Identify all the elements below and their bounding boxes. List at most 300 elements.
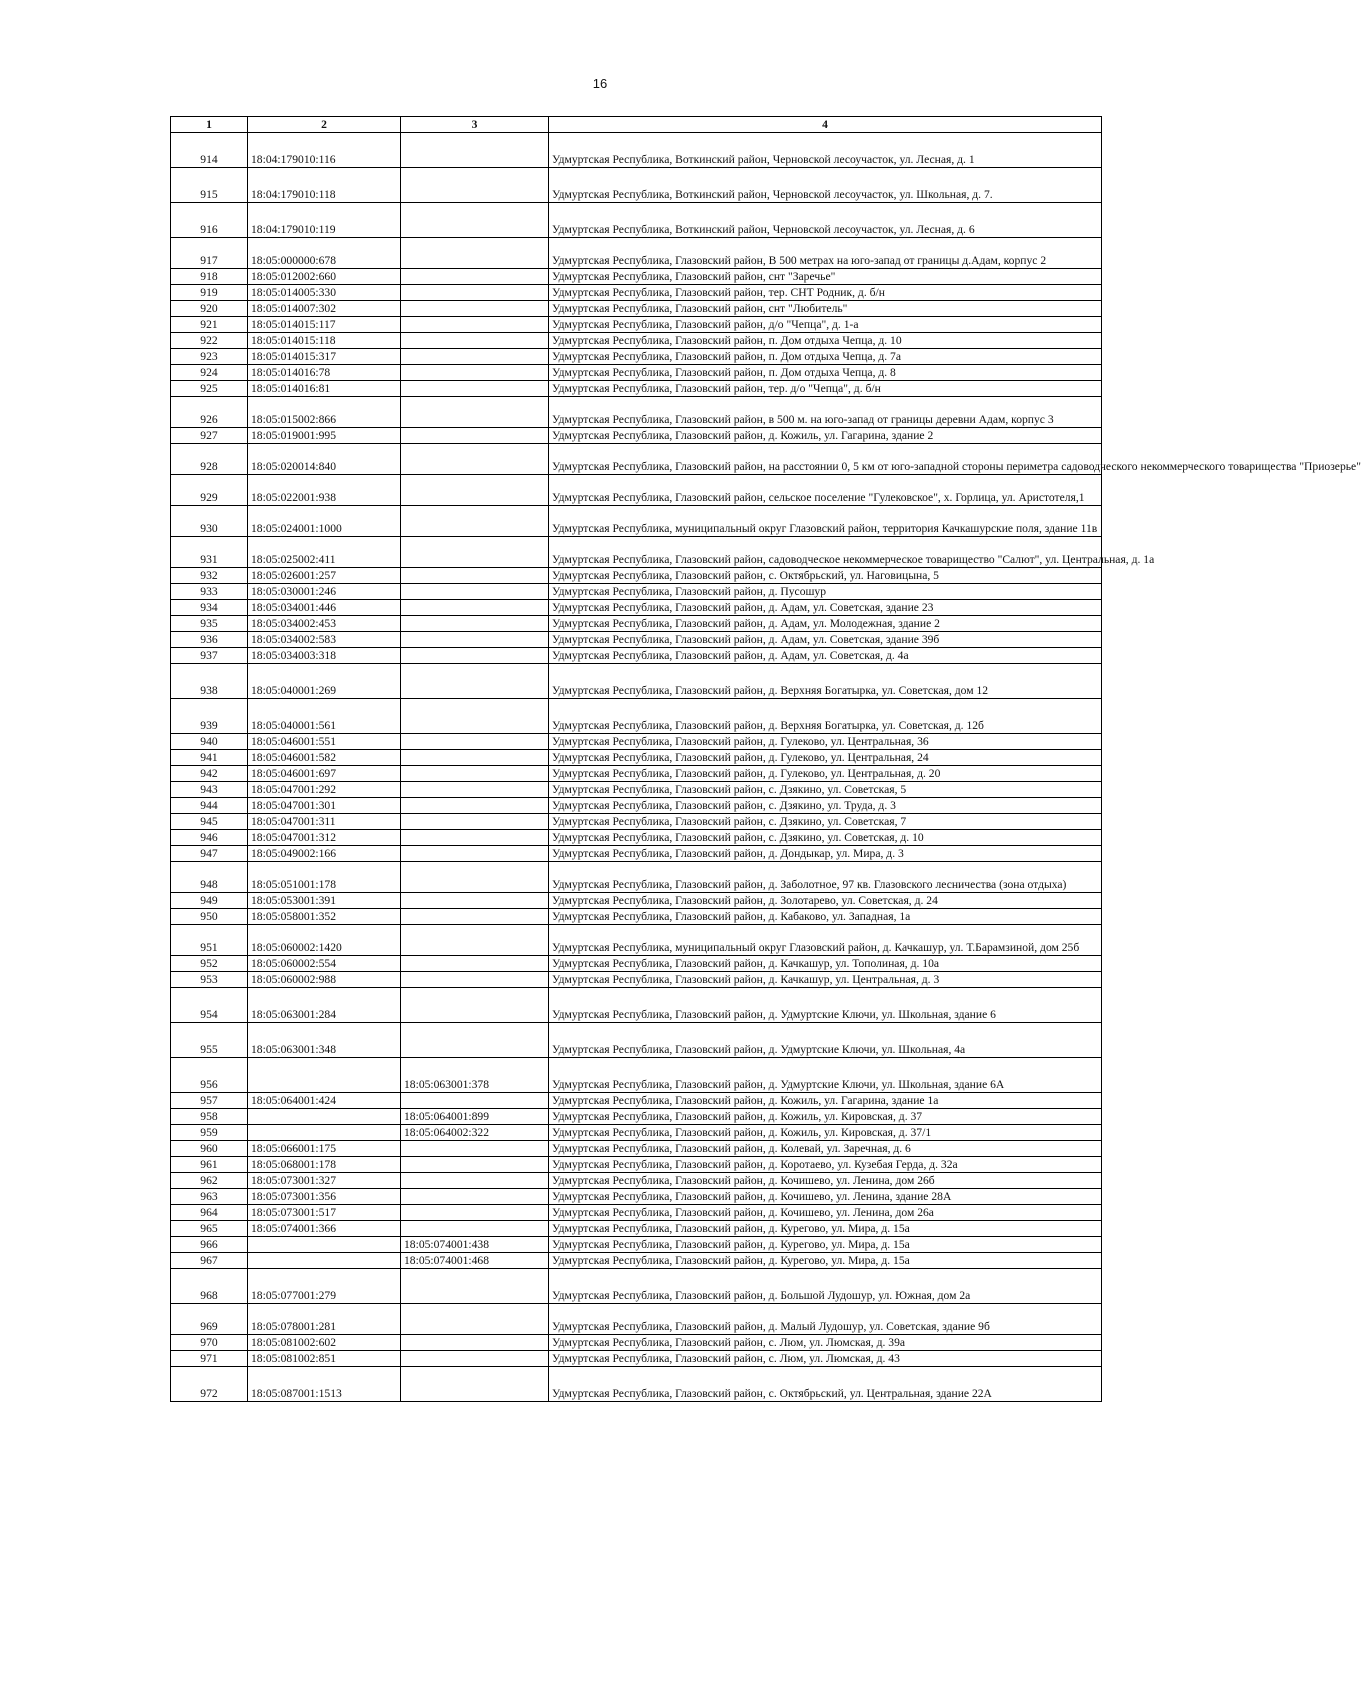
column-header-1: 1	[171, 117, 248, 133]
cadastral-number-cell	[248, 1125, 401, 1141]
address-cell: Удмуртская Республика, Глазовский район, п. Дом отдыха Чепца, д. 7а	[549, 349, 1102, 365]
cadastral-number-cell: 18:05:081002:602	[248, 1335, 401, 1351]
cadastral-number-cell: 18:05:040001:269	[248, 664, 401, 699]
table-row	[171, 956, 1102, 972]
address-cell: Удмуртская Республика, Глазовский район, садоводческое некоммерческое товарищество "Салют", ул. Центральная, д. 1а	[549, 537, 1102, 568]
cadastral-number-cell: 18:05:020014:840	[248, 444, 401, 475]
cadastral-number-cell: 18:05:014016:81	[248, 381, 401, 397]
row-number: 968	[171, 1269, 248, 1304]
cadastral-number-cell: 18:05:047001:311	[248, 814, 401, 830]
cadastral-number-cell: 18:04:179010:119	[248, 203, 401, 238]
address-cell: Удмуртская Республика, Глазовский район, п. Дом отдыха Чепца, д. 10	[549, 333, 1102, 349]
cadastral-number-cell: 18:05:060002:988	[248, 972, 401, 988]
address-cell: Удмуртская Республика, Глазовский район, сельское поселение "Гулековское", х. Горлица, ул. Аристотеля,1	[549, 475, 1102, 506]
row-number: 967	[171, 1253, 248, 1269]
row-number: 914	[171, 133, 248, 168]
address-cell: Удмуртская Республика, Глазовский район, с. Люм, ул. Люмская, д. 39а	[549, 1335, 1102, 1351]
cadastral-number-alt-cell	[401, 301, 549, 317]
address-cell: Удмуртская Республика, Глазовский район, д. Золотарево, ул. Советская, д. 24	[549, 893, 1102, 909]
cadastral-number-alt-cell	[401, 285, 549, 301]
cadastral-number-cell: 18:05:034001:446	[248, 600, 401, 616]
cadastral-number-cell: 18:05:034002:583	[248, 632, 401, 648]
table-row	[171, 988, 1102, 1023]
row-number: 958	[171, 1109, 248, 1125]
cadastral-number-cell: 18:05:060002:1420	[248, 925, 401, 956]
cadastral-number-alt-cell	[401, 699, 549, 734]
cadastral-number-alt-cell: 18:05:064002:322	[401, 1125, 549, 1141]
cadastral-number-cell: 18:05:030001:246	[248, 584, 401, 600]
cadastral-number-cell: 18:05:063001:348	[248, 1023, 401, 1058]
table-row	[171, 925, 1102, 956]
cadastral-number-cell: 18:05:014015:317	[248, 349, 401, 365]
cadastral-number-alt-cell	[401, 1189, 549, 1205]
table-row	[171, 632, 1102, 648]
row-number: 933	[171, 584, 248, 600]
address-cell: Удмуртская Республика, муниципальный округ Глазовский район, д. Качкашур, ул. Т.Барамзиной, дом 25б	[549, 925, 1102, 956]
cadastral-number-alt-cell: 18:05:074001:438	[401, 1237, 549, 1253]
cadastral-number-cell: 18:05:077001:279	[248, 1269, 401, 1304]
cadastral-number-cell	[248, 1237, 401, 1253]
cadastral-number-cell: 18:05:078001:281	[248, 1304, 401, 1335]
registry-table	[170, 116, 1361, 1402]
cadastral-number-cell: 18:05:047001:301	[248, 798, 401, 814]
cadastral-number-alt-cell	[401, 168, 549, 203]
address-cell: Удмуртская Республика, Глазовский район, тер. д/о "Чепца", д. б/н	[549, 381, 1102, 397]
table-row	[171, 1141, 1102, 1157]
cadastral-number-alt-cell	[401, 1335, 549, 1351]
cadastral-number-alt-cell: 18:05:074001:468	[401, 1253, 549, 1269]
cadastral-number-alt-cell	[401, 365, 549, 381]
cadastral-number-alt-cell	[401, 1221, 549, 1237]
address-cell: Удмуртская Республика, Глазовский район, д. Большой Лудошур, ул. Южная, дом 2а	[549, 1269, 1102, 1304]
table-row	[171, 333, 1102, 349]
table-row	[171, 537, 1102, 568]
row-number: 971	[171, 1351, 248, 1367]
address-cell: Удмуртская Республика, Глазовский район, д. Дондыкар, ул. Мира, д. 3	[549, 846, 1102, 862]
cadastral-number-alt-cell	[401, 814, 549, 830]
row-number: 941	[171, 750, 248, 766]
row-number: 936	[171, 632, 248, 648]
cadastral-number-cell: 18:05:047001:312	[248, 830, 401, 846]
address-cell: Удмуртская Республика, Глазовский район, в 500 м. на юго-запад от границы деревни Адам, корпус 3	[549, 397, 1102, 428]
cadastral-number-cell: 18:05:081002:851	[248, 1351, 401, 1367]
address-cell: Удмуртская Республика, Глазовский район, д/о "Чепца", д. 1-а	[549, 317, 1102, 333]
cadastral-number-cell: 18:05:073001:517	[248, 1205, 401, 1221]
address-cell: Удмуртская Республика, Глазовский район, В 500 метрах на юго-запад от границы д.Адам, корпус 2	[549, 238, 1102, 269]
cadastral-number-alt-cell	[401, 537, 549, 568]
row-number: 947	[171, 846, 248, 862]
address-cell: Удмуртская Республика, Глазовский район, с. Люм, ул. Люмская, д. 43	[549, 1351, 1102, 1367]
cadastral-number-alt-cell	[401, 956, 549, 972]
cadastral-number-alt-cell	[401, 600, 549, 616]
address-cell: Удмуртская Республика, Глазовский район, д. Колевай, ул. Заречная, д. 6	[549, 1141, 1102, 1157]
address-cell: Удмуртская Республика, Глазовский район, п. Дом отдыха Чепца, д. 8	[549, 365, 1102, 381]
address-cell: Удмуртская Республика, Глазовский район, д. Пусошур	[549, 584, 1102, 600]
row-number: 926	[171, 397, 248, 428]
cadastral-number-alt-cell	[401, 506, 549, 537]
row-number: 935	[171, 616, 248, 632]
address-cell: Удмуртская Республика, Глазовский район, с. Дзякино, ул. Советская, 7	[549, 814, 1102, 830]
cadastral-number-cell: 18:05:014015:118	[248, 333, 401, 349]
address-cell: Удмуртская Республика, Глазовский район, д. Гулеково, ул. Центральная, 36	[549, 734, 1102, 750]
table-row	[171, 782, 1102, 798]
row-number: 972	[171, 1367, 248, 1402]
cadastral-number-cell: 18:05:058001:352	[248, 909, 401, 925]
row-number: 927	[171, 428, 248, 444]
address-cell: Удмуртская Республика, Глазовский район, д. Адам, ул. Советская, д. 4а	[549, 648, 1102, 664]
table-row	[171, 1125, 1102, 1141]
row-number: 955	[171, 1023, 248, 1058]
cadastral-number-alt-cell: 18:05:064001:899	[401, 1109, 549, 1125]
cadastral-number-cell	[248, 1058, 401, 1093]
row-number: 915	[171, 168, 248, 203]
row-number: 922	[171, 333, 248, 349]
cadastral-number-cell: 18:05:073001:356	[248, 1189, 401, 1205]
cadastral-number-cell: 18:05:026001:257	[248, 568, 401, 584]
row-number: 940	[171, 734, 248, 750]
address-cell: Удмуртская Республика, Глазовский район, д. Кочишево, ул. Ленина, дом 26б	[549, 1173, 1102, 1189]
table-row	[171, 584, 1102, 600]
cadastral-number-cell: 18:05:000000:678	[248, 238, 401, 269]
table-row	[171, 972, 1102, 988]
cadastral-number-cell: 18:05:046001:551	[248, 734, 401, 750]
cadastral-number-alt-cell	[401, 568, 549, 584]
table-row	[171, 168, 1102, 203]
cadastral-number-cell: 18:05:047001:292	[248, 782, 401, 798]
row-number: 929	[171, 475, 248, 506]
cadastral-number-alt-cell	[401, 397, 549, 428]
table-row	[171, 909, 1102, 925]
address-cell: Удмуртская Республика, Глазовский район, снт "Любитель"	[549, 301, 1102, 317]
cadastral-number-alt-cell	[401, 1304, 549, 1335]
row-number: 920	[171, 301, 248, 317]
cadastral-number-alt-cell	[401, 1351, 549, 1367]
table-row	[171, 814, 1102, 830]
cadastral-number-cell: 18:05:073001:327	[248, 1173, 401, 1189]
cadastral-number-alt-cell	[401, 988, 549, 1023]
row-number: 945	[171, 814, 248, 830]
table-row	[171, 1269, 1102, 1304]
row-number: 923	[171, 349, 248, 365]
column-header-4: 4	[549, 117, 1102, 133]
address-cell: Удмуртская Республика, Глазовский район, с. Дзякино, ул. Советская, д. 10	[549, 830, 1102, 846]
cadastral-number-alt-cell	[401, 893, 549, 909]
table-row	[171, 1157, 1102, 1173]
table-row	[171, 444, 1102, 475]
cadastral-number-cell: 18:05:025002:411	[248, 537, 401, 568]
cadastral-number-cell	[248, 1253, 401, 1269]
row-number: 966	[171, 1237, 248, 1253]
cadastral-number-alt-cell	[401, 1173, 549, 1189]
cadastral-number-alt-cell	[401, 333, 549, 349]
table-row	[171, 1109, 1102, 1125]
table-row	[171, 428, 1102, 444]
table-row	[171, 475, 1102, 506]
cadastral-number-alt-cell	[401, 972, 549, 988]
cadastral-number-cell: 18:05:064001:424	[248, 1093, 401, 1109]
table-row	[171, 1335, 1102, 1351]
row-number: 924	[171, 365, 248, 381]
table-row	[171, 830, 1102, 846]
row-number: 963	[171, 1189, 248, 1205]
row-number: 931	[171, 537, 248, 568]
table-row	[171, 1058, 1102, 1093]
row-number: 946	[171, 830, 248, 846]
row-number: 952	[171, 956, 248, 972]
row-number: 938	[171, 664, 248, 699]
row-number: 951	[171, 925, 248, 956]
address-cell: Удмуртская Республика, Глазовский район, д. Кочишево, ул. Ленина, здание 28А	[549, 1189, 1102, 1205]
address-cell: Удмуртская Республика, Воткинский район, Черновской лесоучасток, ул. Лесная, д. 1	[549, 133, 1102, 168]
address-cell: Удмуртская Республика, Глазовский район, д. Верхняя Богатырка, ул. Советская, дом 12	[549, 664, 1102, 699]
address-cell: Удмуртская Республика, Глазовский район, с. Дзякино, ул. Труда, д. 3	[549, 798, 1102, 814]
address-cell: Удмуртская Республика, Глазовский район, д. Кожиль, ул. Гагарина, здание 1а	[549, 1093, 1102, 1109]
row-number: 918	[171, 269, 248, 285]
row-number: 964	[171, 1205, 248, 1221]
address-cell: Удмуртская Республика, Глазовский район, д. Кожиль, ул. Кировская, д. 37/1	[549, 1125, 1102, 1141]
cadastral-number-alt-cell	[401, 632, 549, 648]
table-row	[171, 381, 1102, 397]
cadastral-number-cell: 18:05:074001:366	[248, 1221, 401, 1237]
row-number: 960	[171, 1141, 248, 1157]
address-cell: Удмуртская Республика, Глазовский район, д. Адам, ул. Советская, здание 39б	[549, 632, 1102, 648]
table-row	[171, 317, 1102, 333]
address-cell: Удмуртская Республика, Воткинский район, Черновской лесоучасток, ул. Школьная, д. 7.	[549, 168, 1102, 203]
row-number: 956	[171, 1058, 248, 1093]
cadastral-number-cell: 18:05:068001:178	[248, 1157, 401, 1173]
table-row	[171, 506, 1102, 537]
address-cell: Удмуртская Республика, Глазовский район, тер. СНТ Родник, д. б/н	[549, 285, 1102, 301]
cadastral-number-cell: 18:05:014005:330	[248, 285, 401, 301]
row-number: 942	[171, 766, 248, 782]
cadastral-number-cell: 18:05:051001:178	[248, 862, 401, 893]
address-cell: Удмуртская Республика, Глазовский район, д. Гулеково, ул. Центральная, 24	[549, 750, 1102, 766]
cadastral-number-alt-cell	[401, 584, 549, 600]
row-number: 949	[171, 893, 248, 909]
table-row	[171, 846, 1102, 862]
cadastral-number-alt-cell	[401, 1093, 549, 1109]
row-number: 965	[171, 1221, 248, 1237]
cadastral-number-alt-cell	[401, 133, 549, 168]
cadastral-number-cell: 18:05:012002:660	[248, 269, 401, 285]
cadastral-number-alt-cell	[401, 444, 549, 475]
cadastral-number-cell: 18:05:046001:697	[248, 766, 401, 782]
table-row	[171, 664, 1102, 699]
row-number: 921	[171, 317, 248, 333]
cadastral-number-cell: 18:05:014016:78	[248, 365, 401, 381]
table-row	[171, 862, 1102, 893]
address-cell: Удмуртская Республика, Глазовский район, д. Курегово, ул. Мира, д. 15а	[549, 1221, 1102, 1237]
table-row	[171, 1237, 1102, 1253]
cadastral-number-cell: 18:04:179010:118	[248, 168, 401, 203]
cadastral-number-cell: 18:05:046001:582	[248, 750, 401, 766]
address-cell: Удмуртская Республика, Воткинский район, Черновской лесоучасток, ул. Лесная, д. 6	[549, 203, 1102, 238]
row-number: 953	[171, 972, 248, 988]
table-row	[171, 1367, 1102, 1402]
table-row	[171, 1205, 1102, 1221]
address-cell: Удмуртская Республика, Глазовский район, с. Дзякино, ул. Советская, 5	[549, 782, 1102, 798]
table-row	[171, 1304, 1102, 1335]
cadastral-number-alt-cell	[401, 750, 549, 766]
cadastral-number-alt-cell	[401, 238, 549, 269]
row-number: 969	[171, 1304, 248, 1335]
table-row	[171, 238, 1102, 269]
row-number: 943	[171, 782, 248, 798]
cadastral-number-alt-cell	[401, 648, 549, 664]
address-cell: Удмуртская Республика, Глазовский район, д. Малый Лудошур, ул. Советская, здание 9б	[549, 1304, 1102, 1335]
row-number: 962	[171, 1173, 248, 1189]
address-cell: Удмуртская Республика, Глазовский район, д. Кабаково, ул. Западная, 1а	[549, 909, 1102, 925]
cadastral-number-alt-cell	[401, 909, 549, 925]
table-row	[171, 397, 1102, 428]
cadastral-number-alt-cell	[401, 428, 549, 444]
table-row	[171, 798, 1102, 814]
row-number: 934	[171, 600, 248, 616]
cadastral-number-alt-cell	[401, 1367, 549, 1402]
cadastral-number-alt-cell	[401, 349, 549, 365]
cadastral-number-cell: 18:05:014015:117	[248, 317, 401, 333]
cadastral-number-cell: 18:05:066001:175	[248, 1141, 401, 1157]
cadastral-number-cell: 18:05:015002:866	[248, 397, 401, 428]
table-body	[171, 133, 1361, 1402]
cadastral-number-alt-cell	[401, 798, 549, 814]
table-row	[171, 349, 1102, 365]
address-cell: Удмуртская Республика, Глазовский район, с. Октябрьский, ул. Центральная, здание 22А	[549, 1367, 1102, 1402]
address-cell: Удмуртская Республика, Глазовский район, д. Гулеково, ул. Центральная, д. 20	[549, 766, 1102, 782]
row-number: 948	[171, 862, 248, 893]
address-cell: Удмуртская Республика, Глазовский район, д. Коротаево, ул. Кузебая Герда, д. 32а	[549, 1157, 1102, 1173]
cadastral-number-cell: 18:05:063001:284	[248, 988, 401, 1023]
row-number: 930	[171, 506, 248, 537]
cadastral-number-cell: 18:05:087001:1513	[248, 1367, 401, 1402]
column-header-2: 2	[248, 117, 401, 133]
address-cell: Удмуртская Республика, Глазовский район, д. Удмуртские Ключи, ул. Школьная, здание 6А	[549, 1058, 1102, 1093]
address-cell: Удмуртская Республика, Глазовский район, д. Курегово, ул. Мира, д. 15а	[549, 1253, 1102, 1269]
cadastral-number-alt-cell	[401, 317, 549, 333]
table-row	[171, 766, 1102, 782]
row-number: 954	[171, 988, 248, 1023]
address-cell: Удмуртская Республика, Глазовский район, д. Кожиль, ул. Гагарина, здание 2	[549, 428, 1102, 444]
address-cell: Удмуртская Республика, Глазовский район, д. Курегово, ул. Мира, д. 15а	[549, 1237, 1102, 1253]
cadastral-number-cell	[248, 1109, 401, 1125]
cadastral-number-alt-cell	[401, 830, 549, 846]
table-row	[171, 648, 1102, 664]
cadastral-number-cell: 18:04:179010:116	[248, 133, 401, 168]
table-row	[171, 1189, 1102, 1205]
table-row	[171, 616, 1102, 632]
page-number: 16	[592, 76, 608, 91]
row-number: 917	[171, 238, 248, 269]
table-row	[171, 1253, 1102, 1269]
cadastral-number-cell: 18:05:014007:302	[248, 301, 401, 317]
cadastral-number-alt-cell	[401, 782, 549, 798]
row-number: 944	[171, 798, 248, 814]
table-header-row	[171, 117, 1102, 133]
address-cell: Удмуртская Республика, Глазовский район, д. Заболотное, 97 кв. Глазовского лесничества (зона отдыха)	[549, 862, 1102, 893]
cadastral-number-alt-cell	[401, 203, 549, 238]
cadastral-number-alt-cell	[401, 766, 549, 782]
table-row	[171, 1173, 1102, 1189]
row-number: 925	[171, 381, 248, 397]
row-number: 928	[171, 444, 248, 475]
cadastral-number-cell: 18:05:019001:995	[248, 428, 401, 444]
cadastral-number-cell: 18:05:060002:554	[248, 956, 401, 972]
cadastral-number-alt-cell	[401, 846, 549, 862]
cadastral-number-alt-cell	[401, 1269, 549, 1304]
address-cell: Удмуртская Республика, муниципальный округ Глазовский район, территория Качкашурские поля, здание 11в	[549, 506, 1102, 537]
row-number: 937	[171, 648, 248, 664]
column-header-3: 3	[401, 117, 549, 133]
address-cell: Удмуртская Республика, Глазовский район, д. Кожиль, ул. Кировская, д. 37	[549, 1109, 1102, 1125]
address-cell: Удмуртская Республика, Глазовский район, с. Октябрьский, ул. Наговицына, 5	[549, 568, 1102, 584]
table-row	[171, 893, 1102, 909]
table-row	[171, 750, 1102, 766]
cadastral-number-alt-cell	[401, 925, 549, 956]
table-row	[171, 133, 1102, 168]
cadastral-number-alt-cell	[401, 1205, 549, 1221]
table-row	[171, 365, 1102, 381]
row-number: 919	[171, 285, 248, 301]
cadastral-number-alt-cell	[401, 1023, 549, 1058]
table-row	[171, 568, 1102, 584]
address-cell: Удмуртская Республика, Глазовский район, д. Адам, ул. Советская, здание 23	[549, 600, 1102, 616]
address-cell: Удмуртская Республика, Глазовский район, д. Верхняя Богатырка, ул. Советская, д. 12б	[549, 699, 1102, 734]
table-row	[171, 1023, 1102, 1058]
table-row	[171, 1351, 1102, 1367]
table-row	[171, 734, 1102, 750]
address-cell: Удмуртская Республика, Глазовский район, снт "Заречье"	[549, 269, 1102, 285]
address-cell: Удмуртская Республика, Глазовский район, д. Адам, ул. Молодежная, здание 2	[549, 616, 1102, 632]
cadastral-number-alt-cell	[401, 1141, 549, 1157]
cadastral-number-cell: 18:05:049002:166	[248, 846, 401, 862]
row-number: 957	[171, 1093, 248, 1109]
cadastral-number-alt-cell	[401, 664, 549, 699]
table-row	[171, 1221, 1102, 1237]
cadastral-number-alt-cell	[401, 381, 549, 397]
row-number: 939	[171, 699, 248, 734]
cadastral-number-alt-cell	[401, 734, 549, 750]
table-row	[171, 269, 1102, 285]
cadastral-number-cell: 18:05:034002:453	[248, 616, 401, 632]
row-number: 916	[171, 203, 248, 238]
cadastral-number-alt-cell	[401, 475, 549, 506]
cadastral-number-alt-cell: 18:05:063001:378	[401, 1058, 549, 1093]
cadastral-number-alt-cell	[401, 1157, 549, 1173]
cadastral-number-cell: 18:05:022001:938	[248, 475, 401, 506]
address-cell: Удмуртская Республика, Глазовский район, д. Качкашур, ул. Центральная, д. 3	[549, 972, 1102, 988]
table-row	[171, 301, 1102, 317]
table-row	[171, 203, 1102, 238]
table-row	[171, 600, 1102, 616]
row-number: 950	[171, 909, 248, 925]
row-number: 932	[171, 568, 248, 584]
cadastral-number-cell: 18:05:040001:561	[248, 699, 401, 734]
row-number: 970	[171, 1335, 248, 1351]
cadastral-number-cell: 18:05:034003:318	[248, 648, 401, 664]
cadastral-number-alt-cell	[401, 616, 549, 632]
cadastral-number-cell: 18:05:024001:1000	[248, 506, 401, 537]
cadastral-number-alt-cell	[401, 269, 549, 285]
address-cell: Удмуртская Республика, Глазовский район, д. Удмуртские Ключи, ул. Школьная, здание 6	[549, 988, 1102, 1023]
address-cell: Удмуртская Республика, Глазовский район, д. Удмуртские Ключи, ул. Школьная, 4а	[549, 1023, 1102, 1058]
table-row	[171, 285, 1102, 301]
cadastral-number-alt-cell	[401, 862, 549, 893]
address-cell: Удмуртская Республика, Глазовский район, на расстоянии 0, 5 км от юго-западной стороны периметра садоводческого некоммерческого товарищества "Приозерье"	[549, 444, 1102, 475]
row-number: 959	[171, 1125, 248, 1141]
address-cell: Удмуртская Республика, Глазовский район, д. Качкашур, ул. Тополиная, д. 10а	[549, 956, 1102, 972]
cadastral-number-cell: 18:05:053001:391	[248, 893, 401, 909]
address-cell: Удмуртская Республика, Глазовский район, д. Кочишево, ул. Ленина, дом 26а	[549, 1205, 1102, 1221]
